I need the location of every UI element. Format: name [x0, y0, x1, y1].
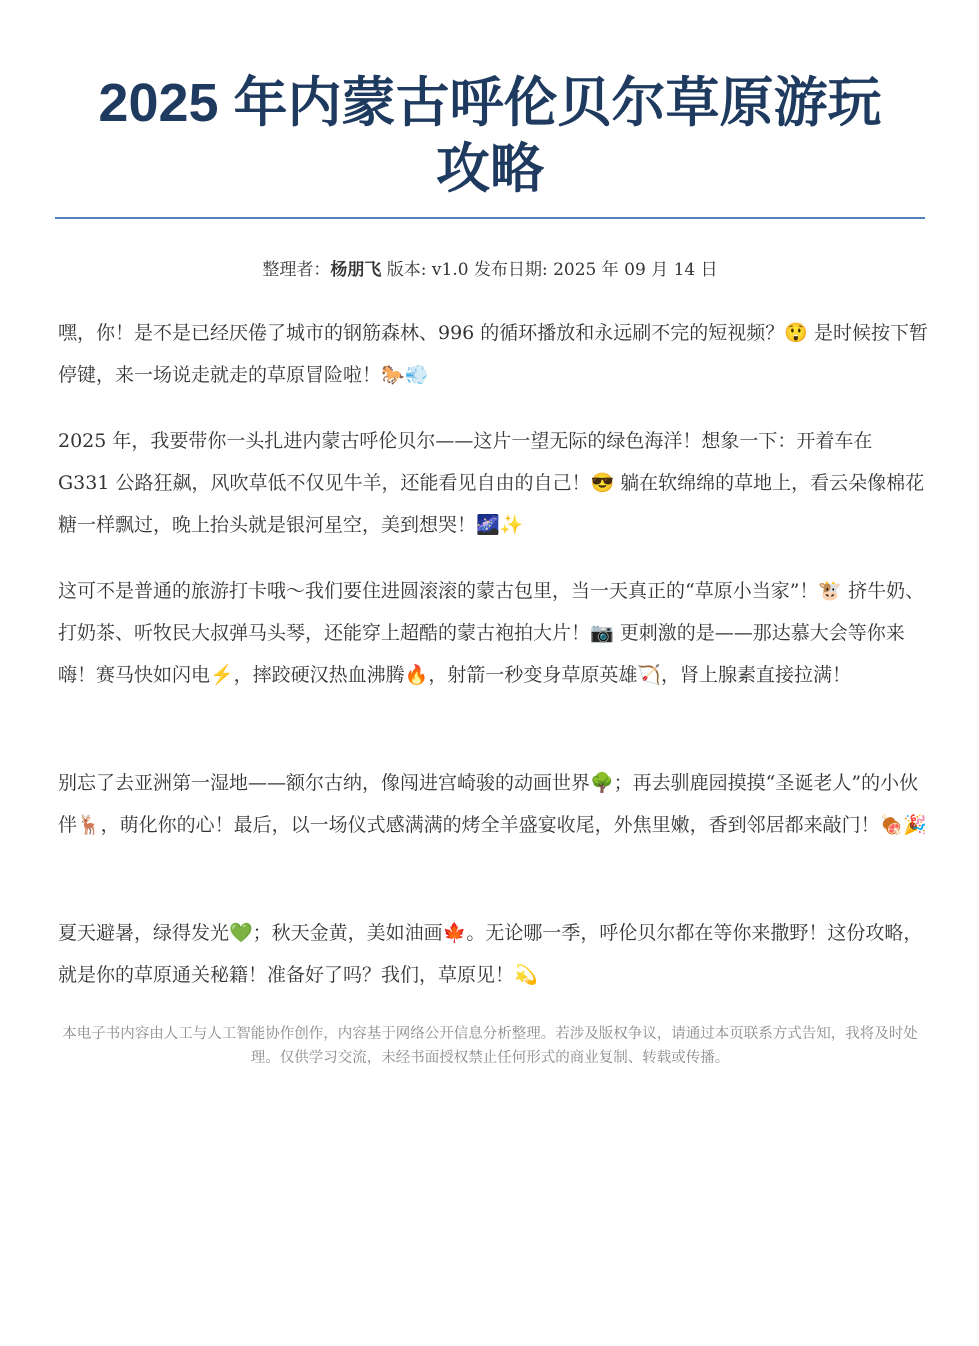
copyright-notice: 本电子书内容由人工与人工智能协作创作，内容基于网络公开信息分析整理。若涉及版权争议，请通过本页联系方式告知，我将及时处理。仅供学习交流，未经书面授权禁止任何形式的商业复制、转载或传播。 [62, 1026, 918, 1066]
title-divider [55, 217, 925, 219]
paragraph-wetland: 别忘了去亚洲第一湿地——额尔古纳，像闯进宫崎骏的动画世界🌳；再去驯鹿园摸摸“圣诞老人”的小伙伴🦌，萌化你的心！最后，以一场仪式感满满的烤全羊盛宴收尾，外焦里嫩，香到邻居都来敲门！🍖🎉 [58, 772, 927, 836]
paragraph-intro: 嘿，你！是不是已经厌倦了城市的钢筋森林、996 的循环播放和永远刷不完的短视频？😲 是时候按下暂停键，来一场说走就走的草原冒险啦！🐎💨 [58, 322, 929, 386]
editor-label: 整理者： [262, 260, 331, 280]
title-line-1: 2025 年内蒙古呼伦贝尔草原游玩 [98, 73, 882, 133]
document-meta [55, 258, 925, 282]
paragraph-drive: 2025 年，我要带你一头扎进内蒙古呼伦贝尔——这片一望无际的绿色海洋！想象一下：开着车在 G331 公路狂飙，风吹草低不仅见牛羊，还能看见自由的自己！😎 躺在软绵绵的草地上，看云朵像棉花糖一样飘过，晚上抬头就是银河星空，美到想哭！🌌✨ [58, 430, 925, 536]
version-value: v1.0 [431, 260, 469, 280]
paragraph-yurt: 这可不是普通的旅游打卡哦～我们要住进圆滚滚的蒙古包里，当一天真正的“草原小当家”！🐮 挤牛奶、打奶茶、听牧民大叔弹马头琴，还能穿上超酷的蒙古袍拍大片！📷 更刺激的是——那达慕大会等你来嗨！赛马快如闪电⚡，摔跤硬汉热血沸腾🔥，射箭一秒变身草原英雄🏹，肾上腺素直接拉满！ [58, 580, 925, 686]
date-value: 2025 年 09 月 14 日 [553, 260, 718, 280]
version-label: 版本: [381, 260, 432, 280]
document-title [55, 70, 925, 202]
editor-name: 杨朋飞 [330, 260, 382, 280]
date-label: 发布日期: [468, 260, 554, 280]
paragraph-seasons: 夏天避暑，绿得发光💚；秋天金黄，美如油画🍁。无论哪一季，呼伦贝尔都在等你来撒野！这份攻略，就是你的草原通关秘籍！准备好了吗？我们，草原见！💫 [58, 922, 923, 986]
title-line-2: 攻略 [436, 139, 544, 199]
